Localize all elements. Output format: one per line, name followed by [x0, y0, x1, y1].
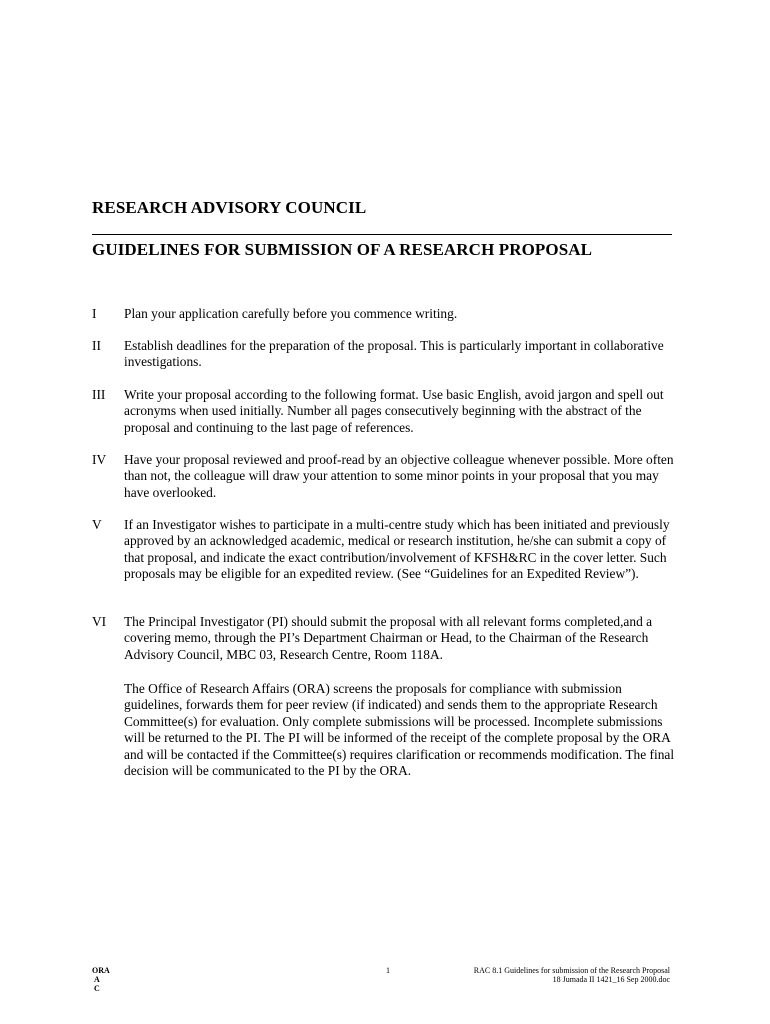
item-number: III [92, 387, 106, 402]
footer-left [92, 966, 110, 993]
item-text: The Principal Investigator (PI) should submit the proposal with all relevant forms completed,and a covering memo, through the PI’s Department Chairman or Head, to the Chairman of the Research Advisory Council, MBC 03, Research Centre, Room 118A. [124, 614, 653, 662]
item-text: The Office of Research Affairs (ORA) screens the proposals for compliance with submission guidelines, forwards them for peer review (if indicated) and sends them to the appropriate Research Committee(s) for evaluation. Only complete submissions will be processed. Incomplete submissions will be returned to the PI. The PI will be informed of the receipt of the complete proposal by the ORA and will be contacted if the Committee(s) requires clarification or recommends modification. The final decision will be communicated to the PI by the ORA. [124, 681, 675, 779]
footer-a: A [94, 975, 100, 984]
guideline-item [92, 614, 682, 663]
footer-doc-title: RAC 8.1 Guidelines for submission of the Research Proposal [473, 966, 670, 975]
guideline-item [92, 517, 682, 583]
item-text: Establish deadlines for the preparation of the proposal. This is particularly important in collaborative investigations. [124, 338, 664, 370]
guidelines-heading: GUIDELINES FOR SUBMISSION OF A RESEARCH PROPOSAL [92, 240, 593, 259]
guideline-item [92, 338, 682, 371]
item-number: VI [92, 614, 107, 629]
item-text: Write your proposal according to the following format. Use basic English, avoid jargon and spell out acronyms when used initially. Number all pages consecutively beginning with the abstract of the proposal and continuing to the last page of references. [124, 387, 664, 435]
heading-divider [92, 234, 672, 235]
footer-ora: ORA [92, 966, 110, 975]
guideline-item [92, 452, 682, 501]
item-number: II [92, 338, 101, 353]
council-heading: RESEARCH ADVISORY COUNCIL [92, 198, 367, 217]
footer-c: C [94, 984, 100, 993]
item-text: Have your proposal reviewed and proof-read by an objective colleague whenever possible. More often than not, the colleague will draw your attention to some minor points in your proposal that you may have overlooked. [124, 452, 674, 500]
item-number: I [92, 306, 97, 321]
page-number: 1 [386, 966, 390, 975]
item-number: IV [92, 452, 107, 467]
footer-right [474, 966, 670, 984]
guideline-paragraph [92, 681, 682, 779]
guideline-item [92, 306, 682, 322]
item-text: Plan your application carefully before you commence writing. [124, 306, 458, 321]
item-number: V [92, 517, 102, 532]
guideline-item [92, 387, 682, 436]
footer-doc-file: 18 Jumada II 1421_16 Sep 2000.doc [552, 975, 670, 984]
item-text: If an Investigator wishes to participate in a multi-centre study which has been initiated and previously approved by an acknowledged academic, medical or research institution, he/she can submit a copy of that proposal, and indicate the exact contribution/involvement of KFSH&RC in the cover letter. Such proposals may be eligible for an expedited review. (See “Guidelines for an Expedited Review”). [124, 517, 670, 582]
